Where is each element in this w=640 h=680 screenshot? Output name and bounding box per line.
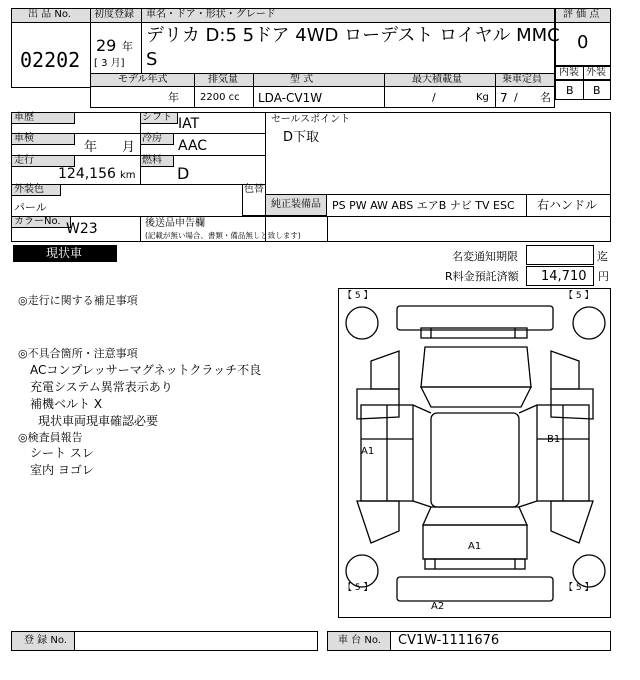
model-year-label: モデル年式 (118, 74, 168, 85)
rear-window (423, 507, 527, 525)
max-load-unit: Kg (476, 92, 489, 103)
first-reg-year-unit: 年 (122, 40, 133, 53)
notes-defect-3: 補機ベルト X (30, 397, 103, 411)
model-code: LDA-CV1W (258, 91, 323, 105)
notes-inspector-header: ◎検査員報告 (18, 431, 83, 444)
notes-inspector-1: シート スレ (30, 446, 94, 460)
exterior-label: 外装 (586, 67, 606, 78)
reg-no-field (74, 631, 318, 651)
left-front-fender (371, 351, 399, 389)
recycle-unit: 円 (598, 270, 609, 283)
recycle-label: R料金預託済額 (445, 270, 519, 283)
tire-front-right (573, 307, 605, 339)
inspection-label: 車検 (14, 133, 34, 144)
reg-no-label: 登 録 No. (24, 635, 67, 646)
name-change-label: 名変通知期限 (452, 250, 518, 263)
name-change-unit: 迄 (597, 250, 608, 263)
displacement: 2200 cc (200, 92, 240, 103)
car-outline (339, 289, 610, 617)
lot-no: 02202 (20, 48, 81, 72)
name-change-field (526, 245, 594, 265)
notes-defect-4: 現状車両現車確認必要 (38, 414, 159, 428)
color-no-divider (140, 216, 141, 242)
max-load-slash: / (432, 91, 436, 104)
sales-points-label: セールスポイント (271, 114, 351, 125)
notes-driving-header: ◎走行に関する補足事項 (18, 294, 138, 307)
model-year-unit: 年 (168, 91, 179, 104)
status-badge-text: 現状車 (46, 246, 83, 260)
capacity-unit: 名 (540, 91, 551, 104)
max-load-label: 最大積載量 (412, 74, 462, 85)
sales-point: D下取 (283, 130, 320, 145)
car-name-line1: デリカ D:5 5ドア 4WD ローデスト ロイヤル MMC (146, 25, 560, 46)
fuel-value: D (177, 164, 190, 183)
detail-row-line-5 (11, 216, 611, 217)
exterior-color: パール (14, 201, 47, 214)
windshield (421, 387, 531, 407)
chassis-no: CV1W-1111676 (398, 633, 500, 648)
ac-label: 冷房 (142, 133, 162, 144)
color-change-label: 色替 (244, 184, 264, 195)
damage-diagram (338, 288, 611, 618)
hood (421, 347, 531, 387)
equipment-label: 純正装備品 (271, 199, 321, 210)
inspection-year: 年 (84, 140, 98, 155)
retro-note: (記載が無い場合、書類・備品無しと致します) (145, 231, 301, 240)
rear-lamp-strip (425, 559, 525, 569)
mileage-label: 走行 (14, 155, 34, 166)
mileage-value: 124,156 (58, 166, 116, 182)
first-reg-year: 29 (96, 36, 117, 55)
notes-inspector-2: 室内 ヨゴレ (30, 463, 94, 477)
steering: 右ハンドル (537, 198, 598, 212)
equipment: PS PW AW ABS エアB ナビ TV ESC (332, 199, 515, 212)
car-desc-label: 車名・ドア・形状・グレード (146, 9, 276, 20)
spec-divider-1 (194, 73, 195, 108)
damage-mark-bumper: A2 (431, 601, 445, 612)
damage-mark-left: A1 (361, 446, 375, 457)
fuel-label: 燃料 (142, 155, 162, 166)
capacity: 7 (500, 91, 508, 105)
roof (431, 413, 519, 507)
notes-defects-header: ◎不具合箇所・注意事項 (18, 347, 138, 360)
front-bumper (397, 306, 553, 330)
capacity-slash: / (514, 91, 518, 104)
spec-divider-4 (495, 73, 496, 108)
inspection-month: 月 (122, 140, 136, 155)
damage-mark-rear: A1 (468, 541, 482, 552)
right-front-fender (551, 351, 579, 389)
first-reg-label: 初度登録 (94, 9, 134, 20)
detail-divider-b (265, 112, 266, 242)
tire-fr-label: 【 5 】 (564, 291, 594, 301)
notes-defect-1: ACコンプレッサーマグネットクラッチ不良 (30, 363, 262, 377)
rear-bumper (397, 577, 553, 601)
mileage-unit: km (120, 170, 136, 181)
first-reg-month: [ 3 月] (94, 58, 125, 69)
notes-defect-2: 充電システム異常表示あり (30, 380, 173, 394)
displacement-label: 排気量 (208, 74, 238, 85)
chassis-label: 車 台 No. (338, 635, 381, 646)
exterior-grade: B (593, 84, 601, 97)
tire-rl-label: 【 5 】 (343, 583, 373, 593)
color-no: W23 (66, 221, 98, 237)
tire-front-left (346, 307, 378, 339)
shift-value: IAT (178, 116, 200, 132)
capacity-label: 乗車定員 (502, 74, 542, 85)
lot-no-label: 出 品 No. (28, 9, 71, 20)
tire-rr-label: 【 5 】 (564, 583, 594, 593)
car-name-line2: S (146, 49, 158, 70)
exterior-color-label: 外装色 (14, 184, 44, 195)
retro-label: 後送品申告欄 (145, 218, 205, 229)
damage-mark-right: B1 (547, 434, 561, 445)
interior-grade: B (566, 84, 574, 97)
shift-label: シフト (142, 112, 172, 123)
tire-fl-label: 【 5 】 (343, 291, 373, 301)
interior-label: 内装 (559, 67, 579, 78)
recycle-amount: 14,710 (541, 269, 587, 284)
spec-divider-2 (253, 73, 254, 108)
spec-divider-3 (384, 73, 385, 108)
grade-label: 評 価 点 (563, 9, 600, 20)
steering-divider (526, 194, 527, 216)
ac-value: AAC (178, 138, 208, 154)
history-label: 車歴 (14, 112, 34, 123)
grade-value: 0 (577, 32, 589, 53)
color-no-label: カラーNo. (14, 216, 61, 227)
type-label: 型 式 (290, 74, 314, 85)
retro-divider (327, 216, 328, 242)
